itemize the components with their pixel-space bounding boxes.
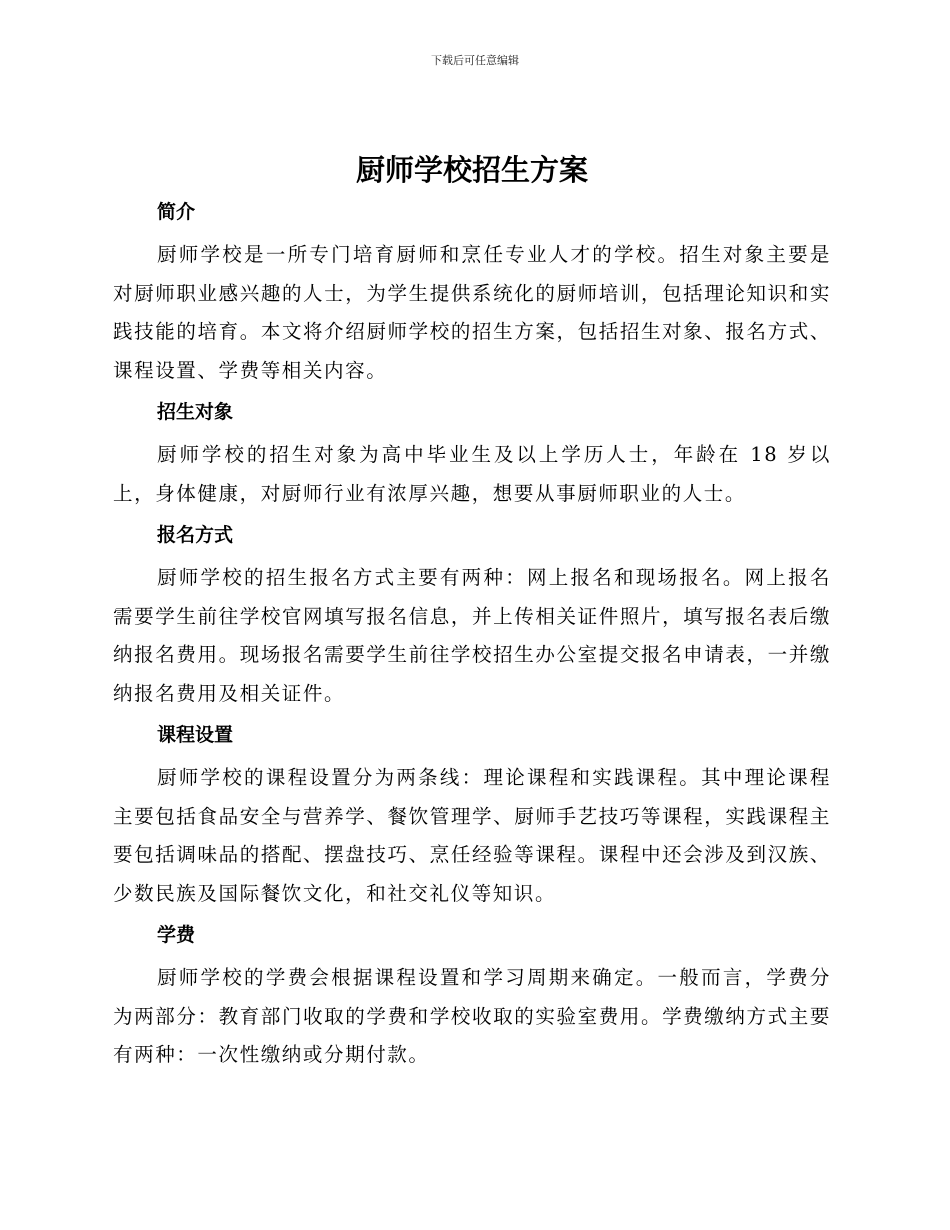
section-heading: 简介 [157,201,196,223]
page-header: 下载后可任意编辑 [431,54,519,67]
section-heading: 报名方式 [157,524,234,546]
section-paragraph: 厨师学校的课程设置分为两条线：理论课程和实践课程。其中理论课程主要包括食品安全与营养学、餐饮管理学、厨师手艺技巧等课程，实践课程主要包括调味品的搭配、摆盘技巧、烹任经验等课程。课程中还会涉及到汉族、少数民族及国际餐饮文化，和社交礼仪等知识。 [113,766,831,905]
document-body [113,148,831,1083]
section-curriculum [113,721,831,913]
section-registration [113,521,831,713]
document-title: 厨师学校招生方案 [355,153,588,187]
section-paragraph: 厨师学校的招生报名方式主要有两种：网上报名和现场报名。网上报名需要学生前往学校官网填写报名信息，并上传相关证件照片，填写报名表后缴纳报名费用。现场报名需要学生前往学校招生办公室提交报名申请表，一并缴纳报名费用及相关证件。 [113,566,831,705]
section-intro [113,198,831,390]
section-heading: 学费 [157,924,196,946]
section-tuition [113,921,831,1075]
section-heading: 招生对象 [157,401,234,423]
section-enrollment-targets [113,398,831,513]
section-paragraph: 厨师学校的学费会根据课程设置和学习周期来确定。一般而言，学费分为两部分：教育部门收取的学费和学校收取的实验室费用。学费缴纳方式主要有两种：一次性缴纳或分期付款。 [113,966,831,1066]
section-paragraph: 厨师学校的招生对象为高中毕业生及以上学历人士，年龄在 18 岁以上，身体健康，对厨师行业有浓厚兴趣，想要从事厨师职业的人士。 [113,443,831,505]
section-paragraph: 厨师学校是一所专门培育厨师和烹任专业人才的学校。招生对象主要是对厨师职业感兴趣的人士，为学生提供系统化的厨师培训，包括理论知识和实践技能的培育。本文将介绍厨师学校的招生方案，包括招生对象、报名方式、课程设置、学费等相关内容。 [113,243,831,382]
section-heading: 课程设置 [157,724,234,746]
